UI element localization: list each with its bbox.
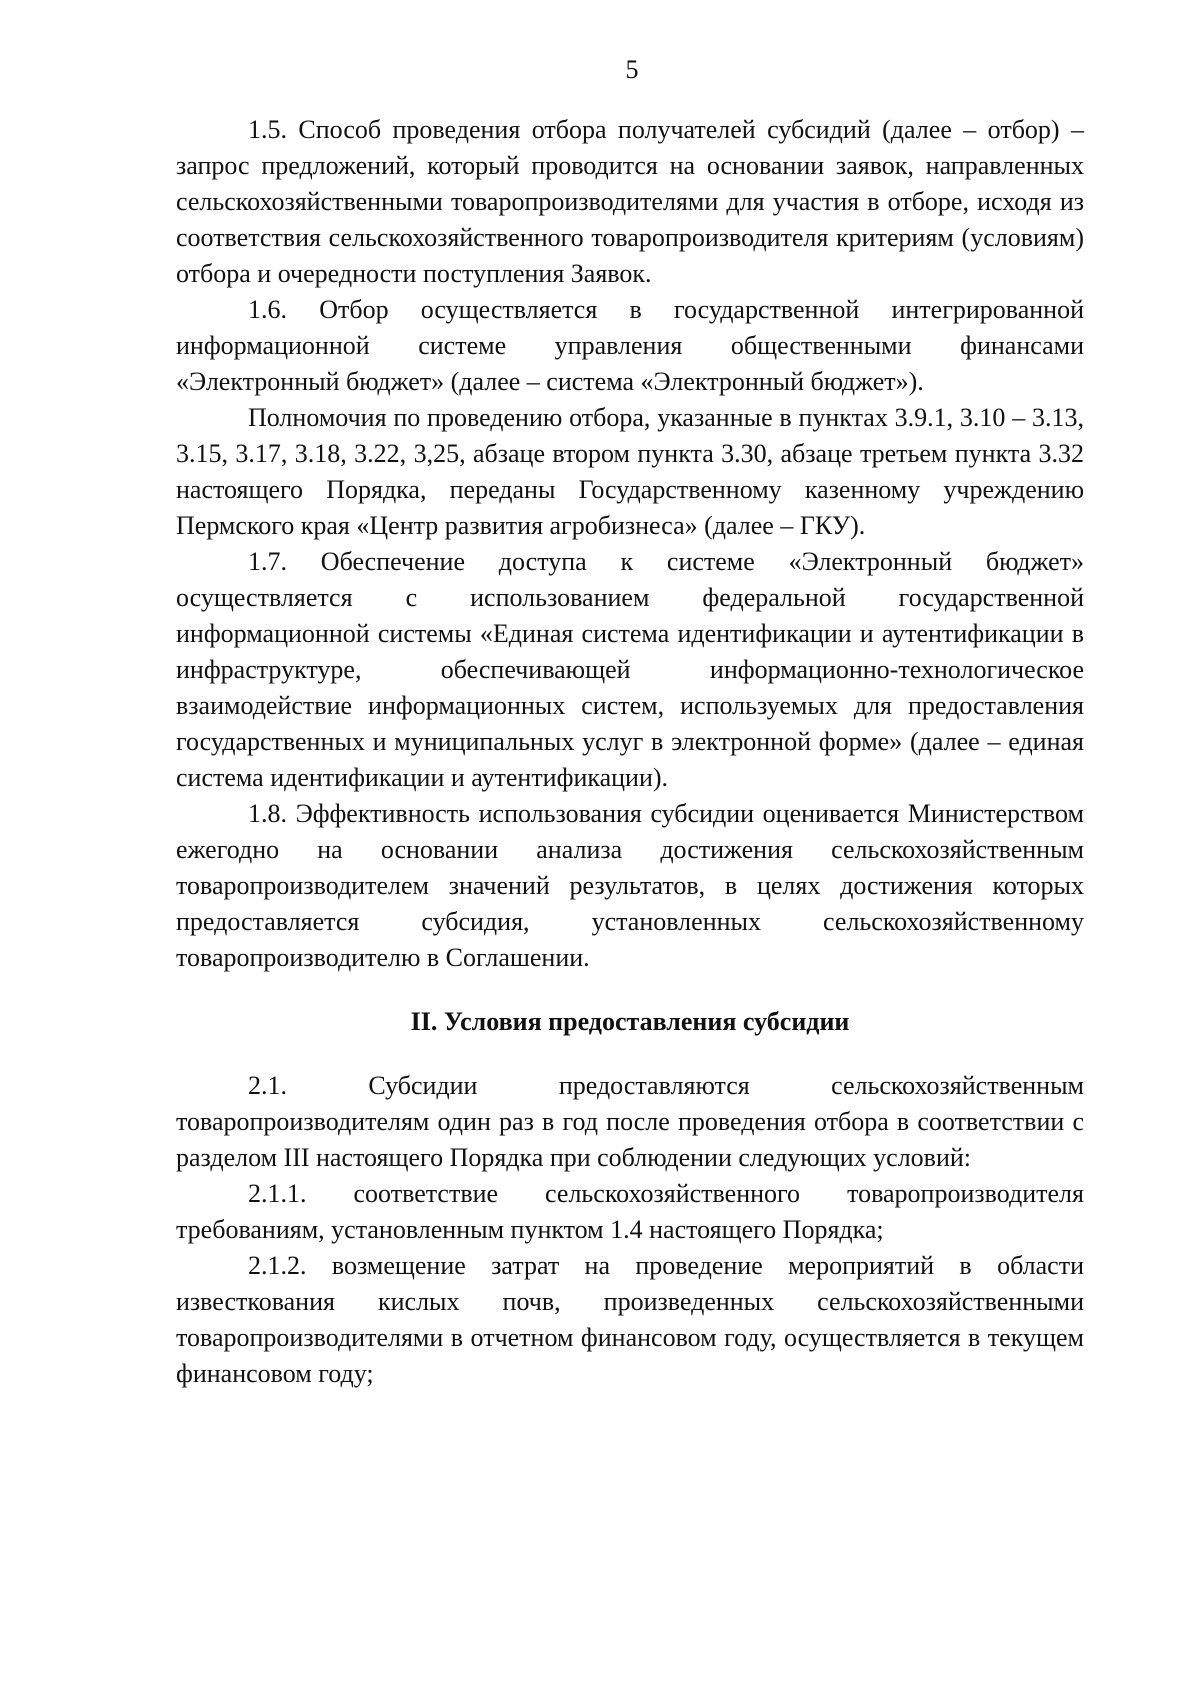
paragraph-1-5: 1.5. Способ проведения отбора получателей субсидий (далее – отбор) – запрос предложений, который проводится на основании заявок, направленных сельскохозяйственными товаропроизводителями для участия в отборе, исходя из соответствия сельскохозяйственного товаропроизводителя критериям (условиям) отбора и очередности поступления Заявок.: [176, 115, 1084, 288]
paragraph-2-1-1: 2.1.1. соответствие сельскохозяйственного товаропроизводителя требованиям, установленным пунктом 1.4 настоящего Порядка;: [176, 1179, 1084, 1244]
paragraph-powers: Полномочия по проведению отбора, указанные в пунктах 3.9.1, 3.10 – 3.13, 3.15, 3.17, 3.18, 3.22, 3,25, абзаце втором пункта 3.30, абзаце третьем пункта 3.32 настоящего Порядка, переданы Государственному казенному учреждению Пермского края «Центр развития агробизнеса» (далее – ГКУ).: [176, 403, 1084, 540]
paragraph-2-1: 2.1. Субсидии предоставляются сельскохозяйственным товаропроизводителям один раз в год после проведения отбора в соответствии с разделом III настоящего Порядка при соблюдении следующих условий:: [176, 1071, 1084, 1172]
paragraph-1-8: 1.8. Эффективность использования субсидии оценивается Министерством ежегодно на основании анализа достижения сельскохозяйственным товаропроизводителем значений результатов, в целях достижения которых предоставляется субсидия, установленных сельскохозяйственному товаропроизводителю в Соглашении.: [176, 799, 1084, 972]
paragraph-2-1-2: 2.1.2. возмещение затрат на проведение мероприятий в области известкования кислых почв, произведенных сельскохозяйственными товаропроизводителями в отчетном финансовом году, осуществляется в текущем финансовом году;: [176, 1251, 1084, 1388]
document-body: [176, 112, 1084, 1392]
section-heading: II. Условия предоставления субсидии: [410, 1007, 850, 1036]
page-number: 5: [625, 55, 639, 84]
paragraph-1-7: 1.7. Обеспечение доступа к системе «Электронный бюджет» осуществляется с использованием федеральной государственной информационной системы «Единая система идентификации и аутентификации в инфраструктуре, обеспечивающей информационно-технологическое взаимодействие информационных систем, используемых для предоставления государственных и муниципальных услуг в электронной форме» (далее – единая система идентификации и аутентификации).: [176, 547, 1084, 792]
paragraph-1-6: 1.6. Отбор осуществляется в государственной интегрированной информационной системе управления общественными финансами «Электронный бюджет» (далее – система «Электронный бюджет»).: [176, 295, 1084, 396]
